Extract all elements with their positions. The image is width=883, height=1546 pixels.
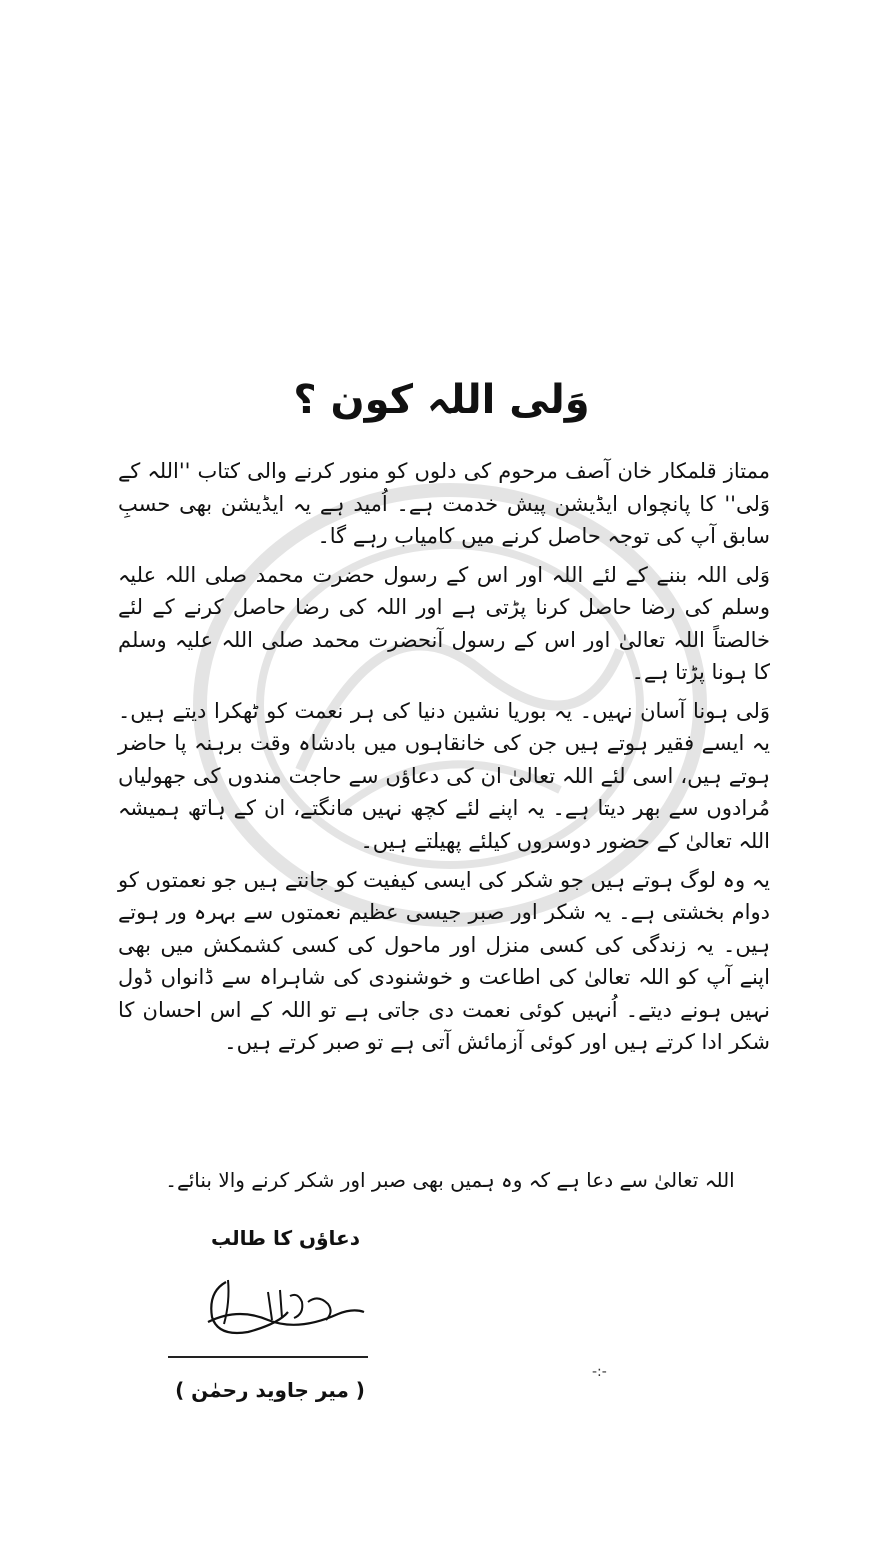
author-name: ( میر جاوید رحمٰن ): [175, 1378, 365, 1402]
paragraph-4: یہ وہ لوگ ہوتے ہیں جو شکر کی ایسی کیفیت کو جانتے ہیں جو نعمتوں کو دوام بخشتی ہے۔ یہ شکر اور صبر جیسی عظیم نعمتوں سے بہرہ ور ہوتے ہیں۔ یہ زندگی کی کسی منزل اور ماحول کی کسی کشمکش میں بھی اپنے آپ کو اللہ تعالیٰ کی اطاعت و خوشنودی کی شاہراہ سے ڈانواں ڈول نہیں ہونے دیتے۔ اُنہیں کوئی نعمت دی جاتی ہے تو اللہ کے اس احسان کا شکر ادا کرتے ہیں اور کوئی آزمائش آتی ہے تو صبر کرتے ہیں۔: [118, 867, 770, 1055]
handwritten-signature: [168, 1262, 368, 1352]
paragraph-1: ممتاز قلمکار خان آصف مرحوم کی دلوں کو منور کرنے والی کتاب ''اللہ کے وَلی'' کا پانچواں ایڈیشن پیش خدمت ہے۔ اُمید ہے یہ ایڈیشن بھی حسبِ سابق آپ کی توجہ حاصل کرنے میں کامیاب رہے گا۔: [118, 459, 770, 549]
signature-underline: [168, 1356, 368, 1358]
dua-line: اللہ تعالیٰ سے دعا ہے کہ وہ ہمیں بھی صبر اور شکر کرنے والا بنائے۔: [165, 1168, 735, 1192]
page-mark: -:-: [592, 1364, 607, 1380]
paragraph-2: وَلی اللہ بننے کے لئے اللہ اور اس کے رسول حضرت محمد صلی اللہ علیہ وسلم کی رضا حاصل کرنا پڑتی ہے اور اللہ کی رضا حاصل کرنے کے لئے خالصتاً اللہ تعالیٰ اور اس کے رسول آنحضرت محمد صلی اللہ علیہ وسلم کا ہونا پڑتا ہے۔: [118, 562, 770, 685]
paragraph-3: وَلی ہونا آسان نہیں۔ یہ بوریا نشین دنیا کی ہر نعمت کو ٹھکرا دیتے ہیں۔ یہ ایسے فقیر ہوتے ہیں جن کی خانقاہوں میں بادشاہ وقت برہنہ پا حاضر ہوتے ہیں، اسی لئے اللہ تعالیٰ ان کی دعاؤں سے حاجت مندوں کی جھولیاں مُرادوں سے بھر دیتا ہے۔ یہ اپنے لئے کچھ نہیں مانگتے، ان کے ہاتھ ہمیشہ اللہ تعالیٰ کے حضور دوسروں کیلئے پھیلتے ہیں۔: [118, 698, 770, 854]
closing-salutation: دعاؤں کا طالب: [210, 1226, 360, 1250]
page-title: وَلی اللہ کون ؟: [293, 377, 590, 423]
body-text: [118, 455, 770, 1065]
